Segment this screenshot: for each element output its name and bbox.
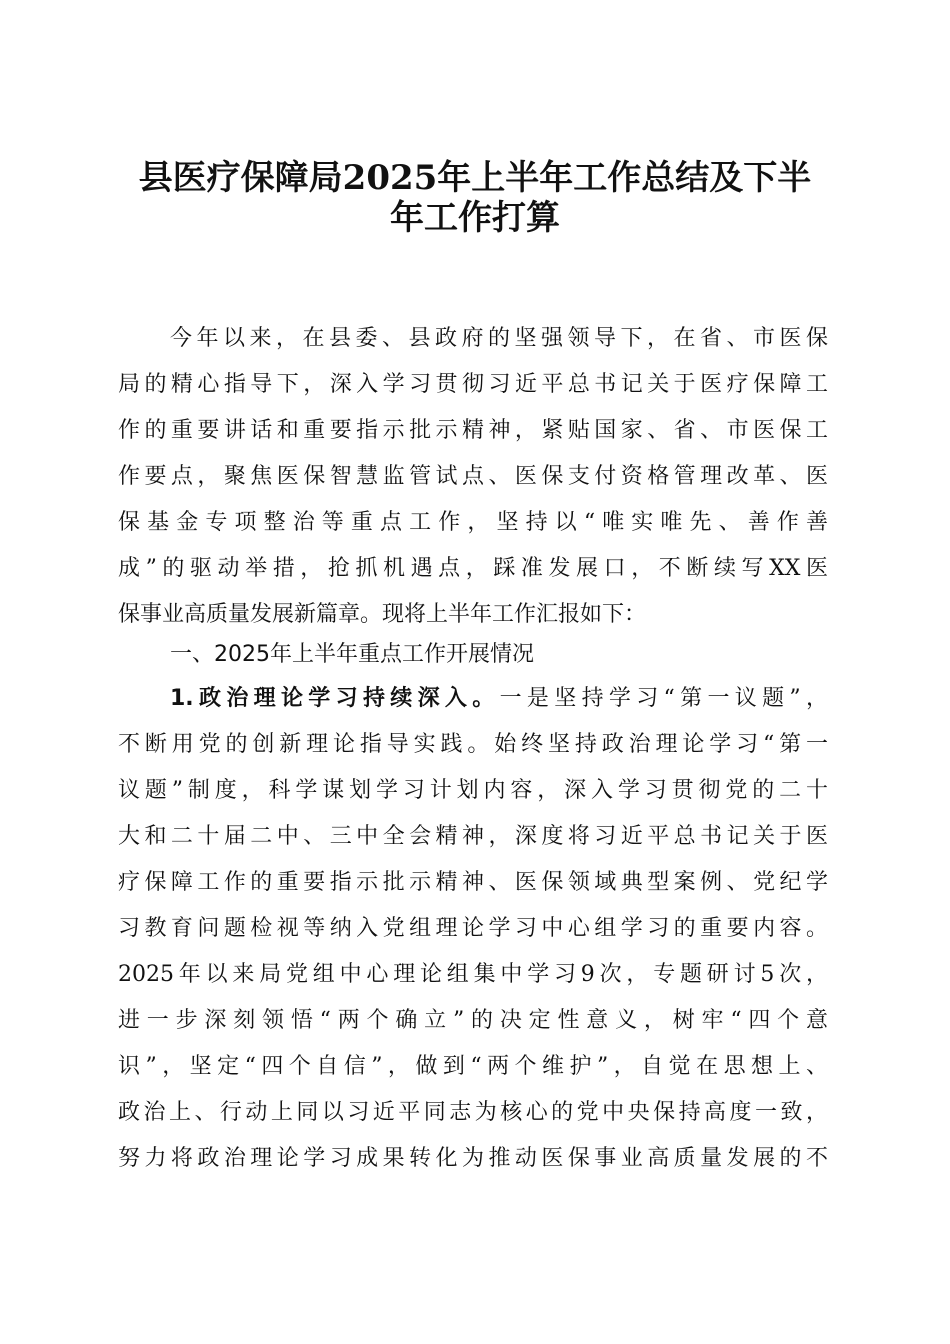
item1-first-rest: 一是坚持学习“第一议题”， bbox=[499, 686, 829, 711]
item1-lead: 1.政治理论学习持续深入。 bbox=[170, 686, 500, 711]
item1-line-9: 政治上、行动上同以习近平同志为核心的党中央保持高度一致， bbox=[118, 1100, 828, 1125]
intro-line-5: 保基金专项整治等重点工作，坚持以“唯实唯先、善作善 bbox=[118, 510, 828, 535]
item1-line-5: 习教育问题检视等纳入党组理论学习中心组学习的重要内容。 bbox=[118, 916, 828, 941]
intro-line-1: 今年以来，在县委、县政府的坚强领导下，在省、市医保 bbox=[170, 326, 828, 351]
intro-line-3: 作的重要讲话和重要指示批示精神，紧贴国家、省、市医保工 bbox=[118, 418, 828, 443]
item1-line-2: 议题”制度，科学谋划学习计划内容，深入学习贯彻党的二十 bbox=[118, 778, 828, 803]
item1-line-10: 努力将政治理论学习成果转化为推动医保事业高质量发展的不 bbox=[118, 1146, 828, 1171]
intro-line-4: 作要点，聚焦医保智慧监管试点、医保支付资格管理改革、医 bbox=[118, 464, 828, 489]
section-heading: 一、2025年上半年重点工作开展情况 bbox=[170, 642, 534, 667]
document-title-line-2: 年工作打算 bbox=[390, 198, 560, 238]
item1-line-6: 2025年以来局党组中心理论组集中学习9次，专题研讨5次， bbox=[118, 962, 828, 987]
document-title-line-1: 县医疗保障局2025年上半年工作总结及下半 bbox=[138, 158, 812, 198]
item1-line-4: 疗保障工作的重要指示批示精神、医保领域典型案例、党纪学 bbox=[118, 870, 828, 895]
item1-line-1: 不断用党的创新理论指导实践。始终坚持政治理论学习“第一 bbox=[118, 732, 828, 757]
item1-line-7: 进一步深刻领悟“两个确立”的决定性意义，树牢“四个意 bbox=[118, 1008, 828, 1033]
intro-line-6: 成”的驱动举措，抢抓机遇点，踩准发展口，不断续写XX医 bbox=[118, 556, 828, 581]
item1-first-line bbox=[170, 676, 828, 722]
intro-line-7: 保事业高质量发展新篇章。现将上半年工作汇报如下： bbox=[118, 602, 647, 627]
item1-line-3: 大和二十届二中、三中全会精神，深度将习近平总书记关于医 bbox=[118, 824, 828, 849]
intro-line-2: 局的精心指导下，深入学习贯彻习近平总书记关于医疗保障工 bbox=[118, 372, 828, 397]
item1-line-8: 识”，坚定“四个自信”，做到“两个维护”，自觉在思想上、 bbox=[118, 1054, 828, 1079]
